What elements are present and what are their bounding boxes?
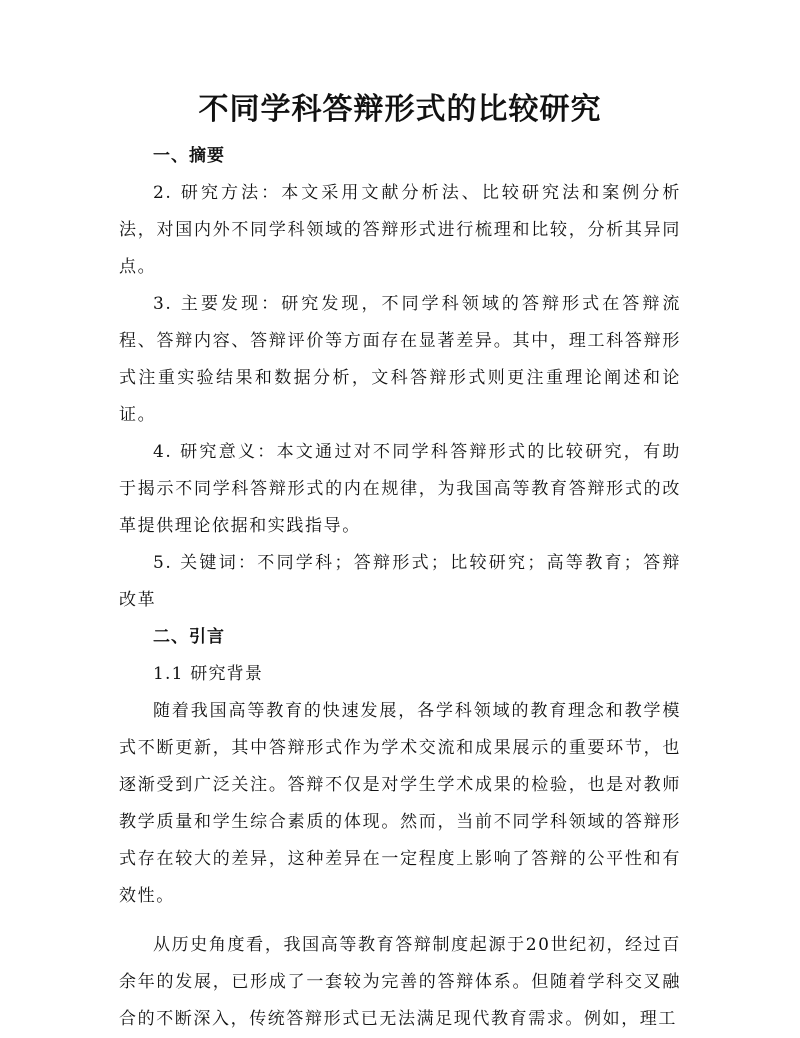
abstract-item-keywords: 5. 关键词：不同学科；答辩形式；比较研究；高等教育；答辩改革 [119,553,681,610]
abstract-item-significance: 4. 研究意义：本文通过对不同学科答辩形式的比较研究，有助于揭示不同学科答辩形式的内在规律，为我国高等教育答辩形式的改革提供理论依据和实践指导。 [119,442,681,536]
document-title: 不同学科答辩形式的比较研究 [198,92,602,127]
paragraph-spacer [119,915,681,927]
abstract-item-findings: 3. 主要发现：研究发现，不同学科领域的答辩形式在答辩流程、答辩内容、答辩评价等方面存在显著差异。其中，理工科答辩形式注重实验结果和数据分析，文科答辩形式则更注重理论阐述和论证。 [119,294,681,425]
intro-paragraph-2: 从历史角度看，我国高等教育答辩制度起源于20世纪初，经过百余年的发展，已形成了一套较为完善的答辩体系。但随着学科交叉融合的不断深入，传统答辩形式已无法满足现代教育需求。例如，理工 [119,935,681,1029]
section-heading-introduction: 二、引言 [153,627,225,647]
abstract-item-methods: 2. 研究方法：本文采用文献分析法、比较研究法和案例分析法，对国内外不同学科领域的答辩形式进行梳理和比较，分析其异同点。 [119,183,681,277]
section-heading-abstract: 一、摘要 [153,146,225,166]
subsection-heading-background: 1.1 研究背景 [153,664,264,684]
document-body [119,138,681,1038]
intro-paragraph-1: 随着我国高等教育的快速发展，各学科领域的教育理念和教学模式不断更新，其中答辩形式作为学术交流和成果展示的重要环节，也逐渐受到广泛关注。答辩不仅是对学生学术成果的检验，也是对教师教学质量和学生综合素质的体现。然而，当前不同学科领域的答辩形式存在较大的差异，这种差异在一定程度上影响了答辩的公平性和有效性。 [119,701,681,906]
